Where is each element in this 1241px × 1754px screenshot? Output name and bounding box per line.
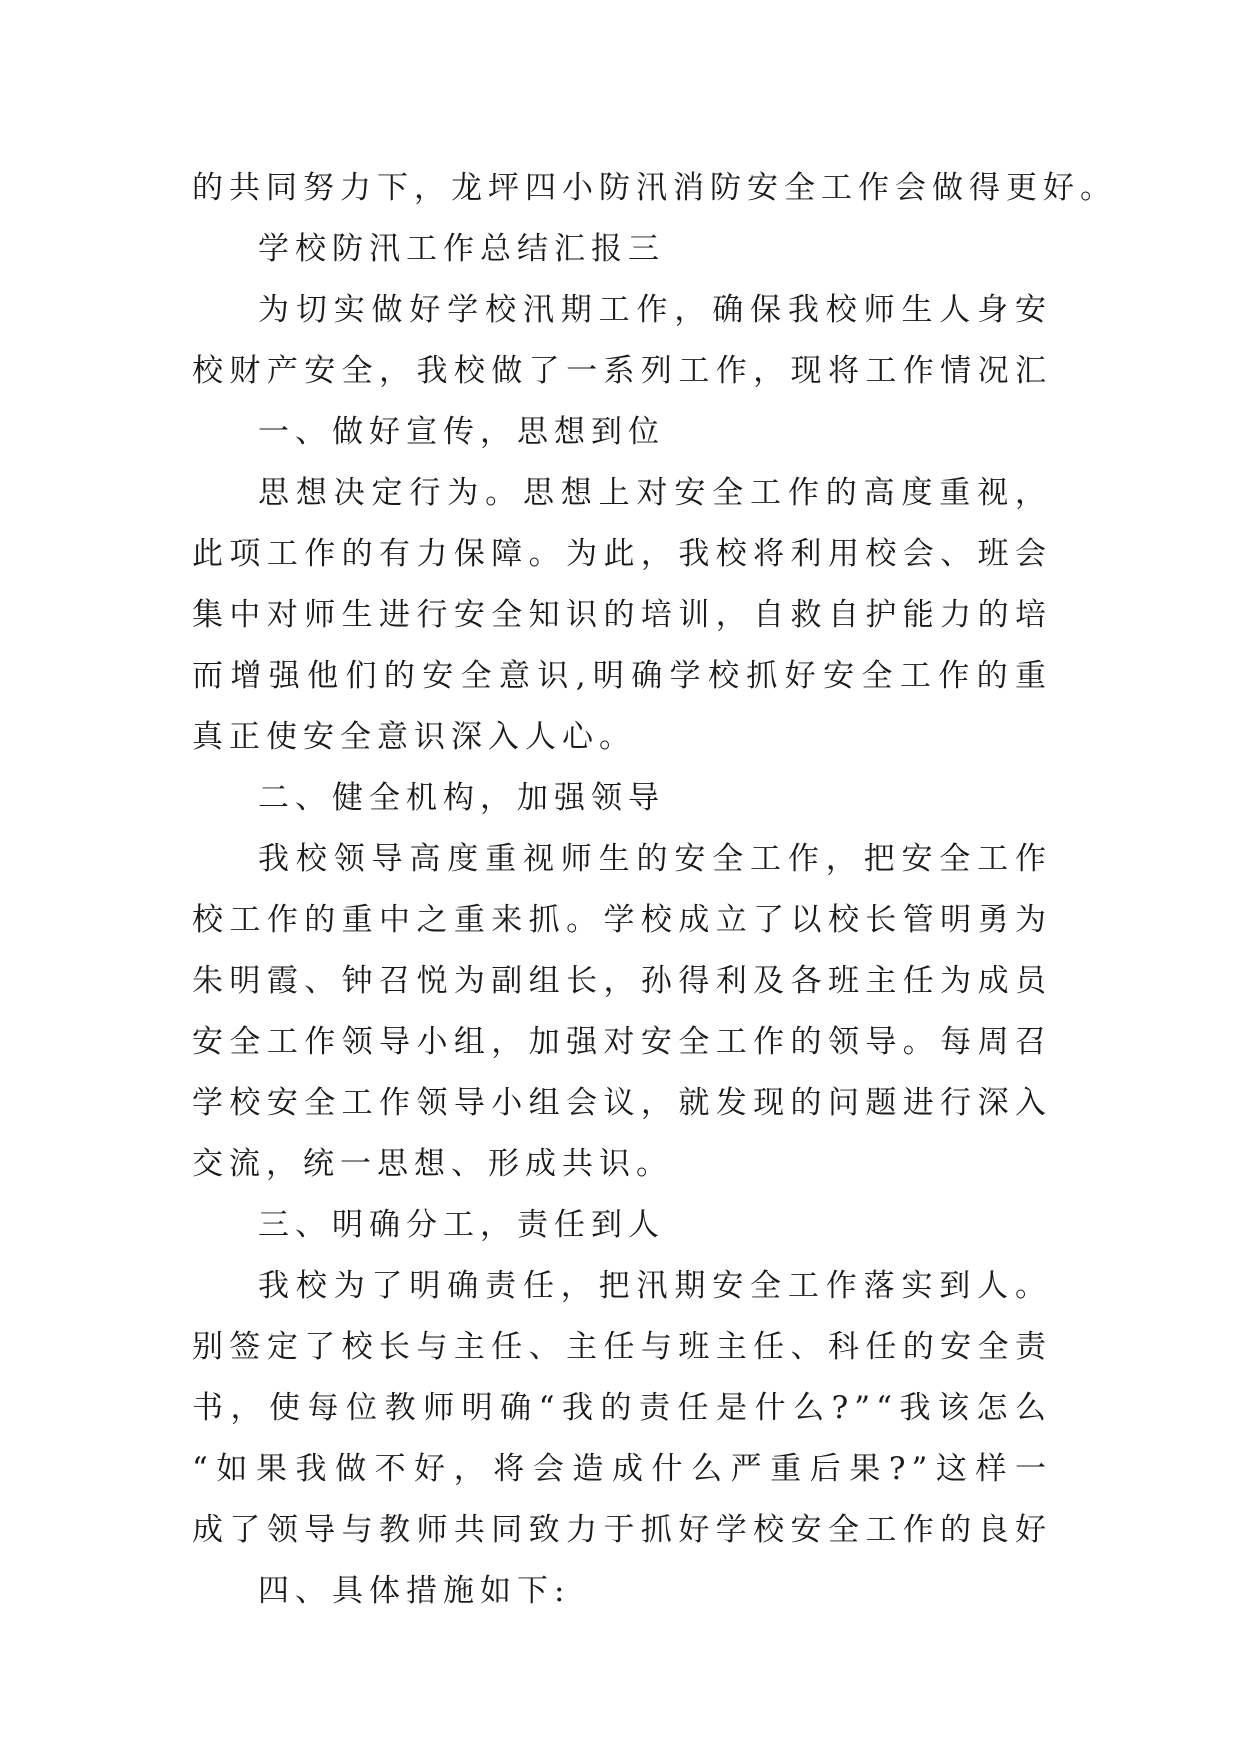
- text-line: 校工作的重中之重来抓。学校成立了以校长管明勇为: [192, 902, 1052, 938]
- text-line: 的共同努力下，龙坪四小防汛消防安全工作会做得更好。: [192, 170, 1117, 206]
- text-line: 三、明确分工，责任到人: [258, 1207, 665, 1243]
- text-line: 四、具体措施如下:: [258, 1573, 571, 1609]
- text-line: 我校领导高度重视师生的安全工作，把安全工作: [258, 841, 1052, 877]
- text-line: 成了领导与教师共同致力于抓好学校安全工作的良好: [192, 1512, 1052, 1548]
- text-line: 思想决定行为。思想上对安全工作的高度重视，: [258, 475, 1052, 511]
- text-line: 学校防汛工作总结汇报三: [258, 231, 665, 267]
- text-line: “如果我做不好，将会造成什么严重后果?”这样一: [192, 1451, 1052, 1487]
- text-line: 交流，统一思想、形成共识。: [192, 1146, 673, 1182]
- text-line: 朱明霞、钟召悦为副组长，孙得利及各班主任为成员: [192, 963, 1052, 999]
- text-line: 一、做好宣传，思想到位: [258, 414, 665, 450]
- text-line: 集中对师生进行安全知识的培训，自救自护能力的培: [192, 597, 1052, 633]
- text-line: 二、健全机构，加强领导: [258, 780, 665, 816]
- text-line: 而增强他们的安全意识,明确学校抓好安全工作的重: [192, 658, 1052, 694]
- text-line: 我校为了明确责任，把汛期安全工作落实到人。: [258, 1268, 1052, 1304]
- document-body: [192, 158, 1117, 1622]
- text-line: 别签定了校长与主任、主任与班主任、科任的安全责: [192, 1329, 1052, 1365]
- text-line: 为切实做好学校汛期工作，确保我校师生人身安: [258, 292, 1052, 328]
- text-line: 校财产安全，我校做了一系列工作，现将工作情况汇: [192, 353, 1052, 389]
- text-line: 此项工作的有力保障。为此，我校将利用校会、班会: [192, 536, 1052, 572]
- text-line: 安全工作领导小组，加强对安全工作的领导。每周召: [192, 1024, 1052, 1060]
- text-line: 真正使安全意识深入人心。: [192, 719, 636, 755]
- text-line: 学校安全工作领导小组会议，就发现的问题进行深入: [192, 1085, 1052, 1121]
- text-line: 书，使每位教师明确“我的责任是什么?”“我该怎么: [192, 1390, 1052, 1426]
